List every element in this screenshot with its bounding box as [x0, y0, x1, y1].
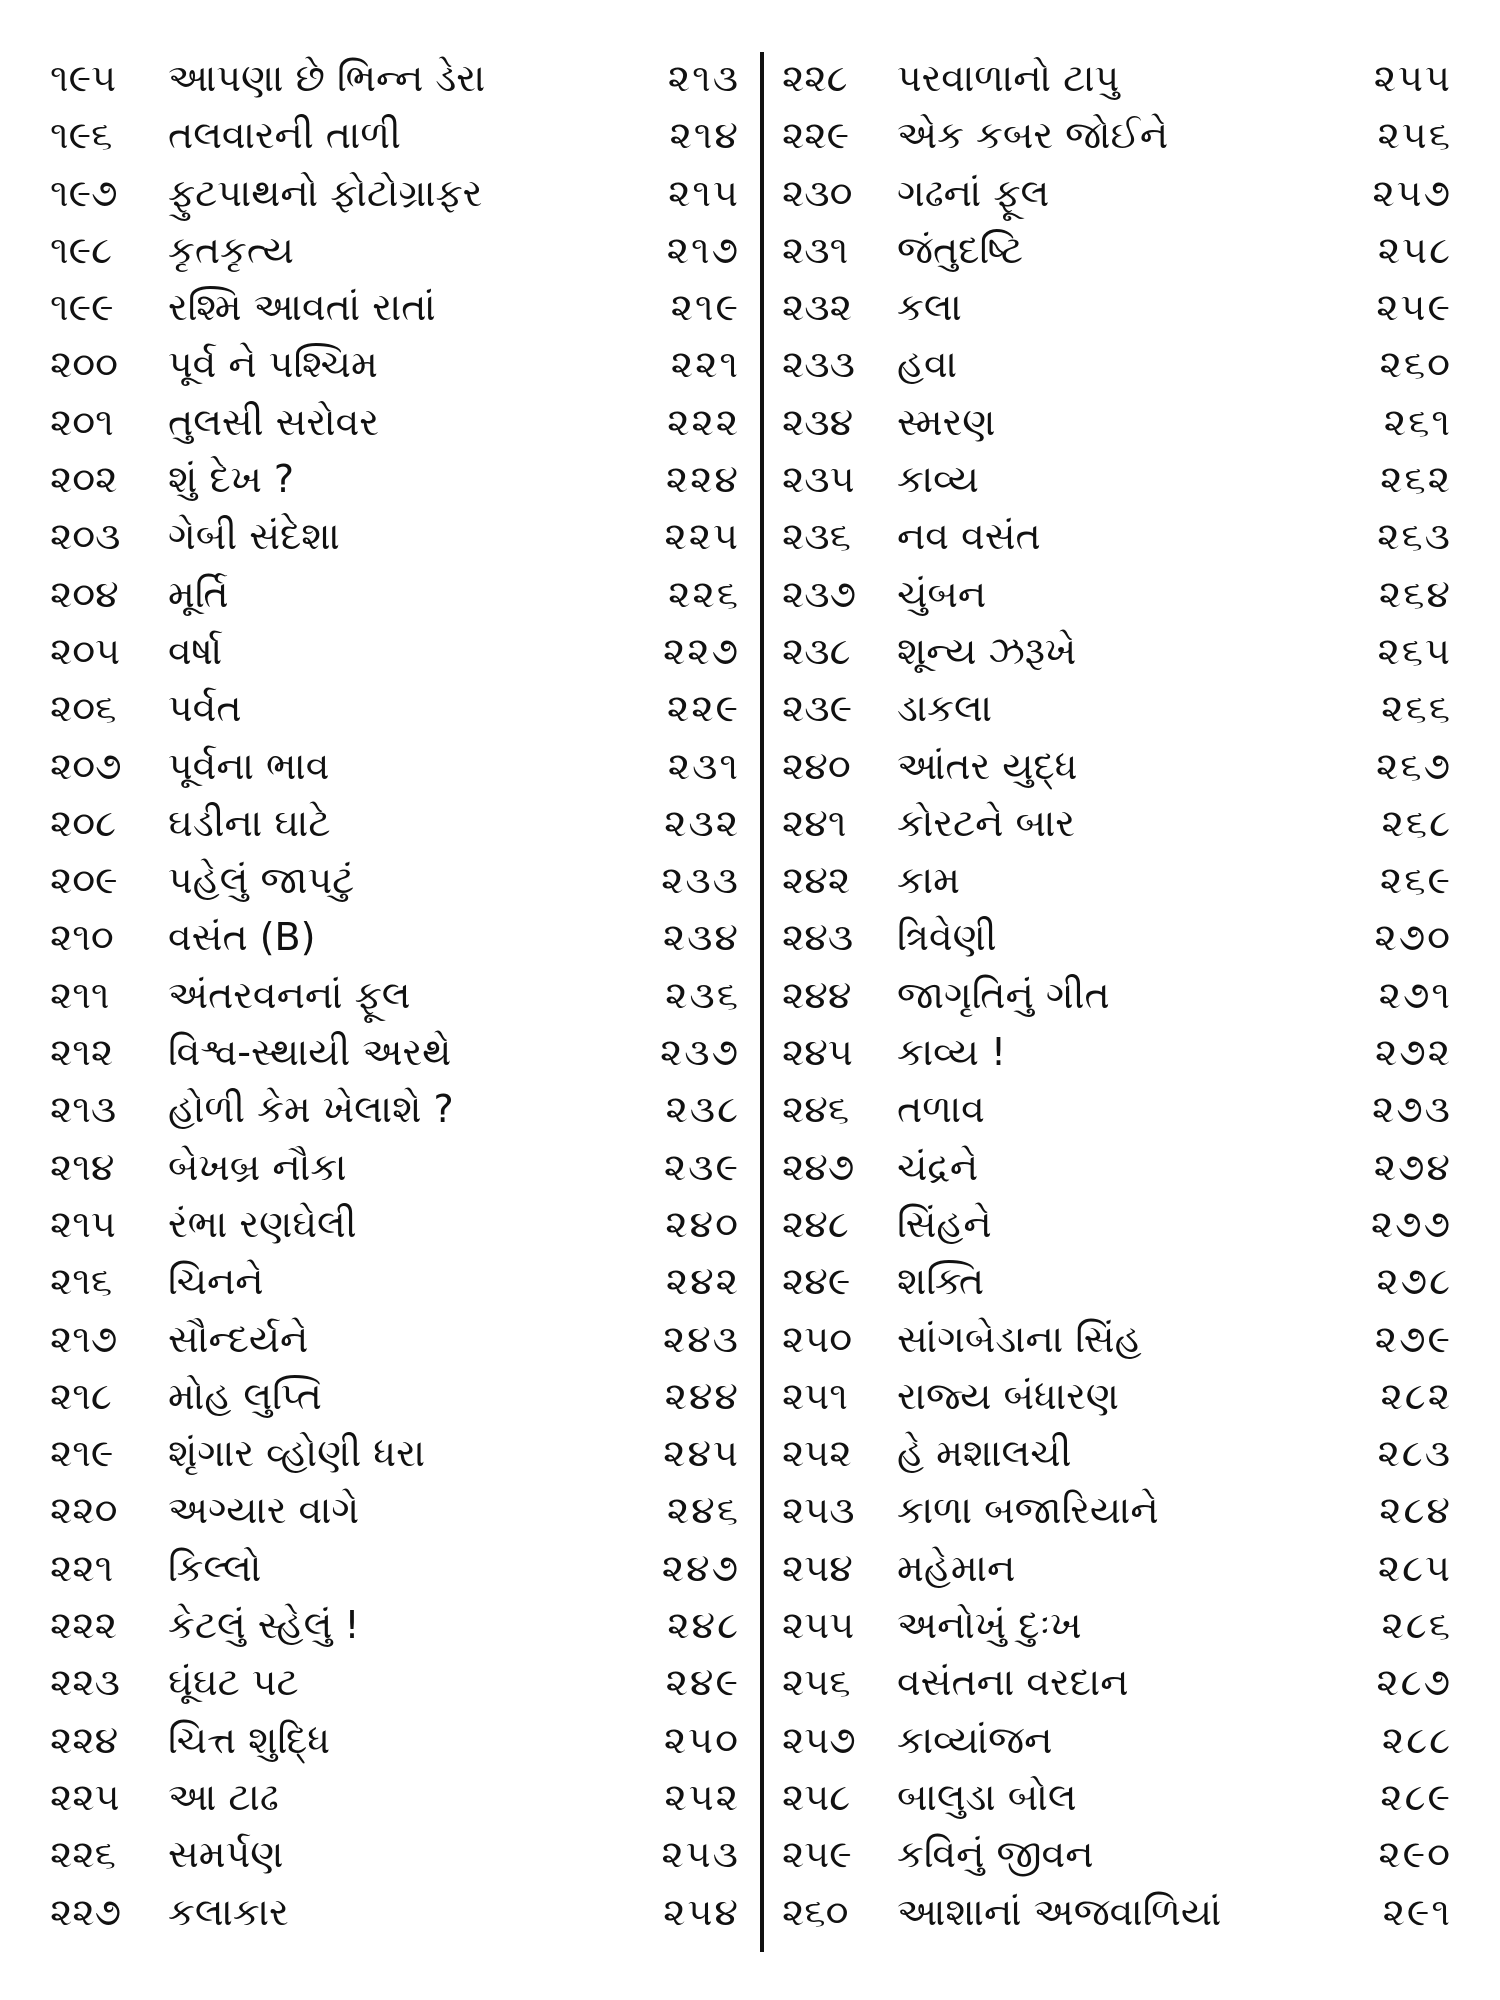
- entry-page-number: ૨૬૧: [1383, 399, 1452, 444]
- toc-entry: [50, 1024, 740, 1081]
- entry-number: ૨૪૬: [782, 1087, 850, 1132]
- toc-entry: [50, 1368, 740, 1425]
- entry-title: બાલુડા બોલ: [897, 1774, 1077, 1819]
- entry-number: ૨૧૬: [50, 1259, 113, 1304]
- entry-title: કાવ્ય !: [897, 1030, 1007, 1075]
- entry-title: અંતરવનનાં ફૂલ: [168, 972, 411, 1017]
- entry-number: ૨૫૦: [782, 1316, 853, 1361]
- entry-title: કલાકાર: [168, 1889, 289, 1934]
- entry-number: ૨૧૩: [50, 1087, 117, 1132]
- entry-page-number: ૨૨૧: [670, 342, 740, 387]
- entry-title: જાગૃતિનું ગીત: [897, 972, 1110, 1017]
- entry-number: ૨૫૭: [782, 1717, 856, 1762]
- toc-entry: [782, 1196, 1452, 1253]
- entry-title: કામ: [897, 858, 960, 903]
- entry-title: સમર્પણ: [168, 1832, 284, 1877]
- entry-page-number: ૨૬૩: [1377, 514, 1452, 559]
- entry-title: પહેલું જાપટું: [168, 858, 355, 903]
- entry-title: તળાવ: [897, 1087, 985, 1132]
- entry-title: આશાનાં અજવાળિયાં: [897, 1889, 1222, 1934]
- entry-number: ૧૯૭: [50, 170, 118, 215]
- entry-title: કેટલું સ્હેલું !: [168, 1603, 360, 1648]
- entry-page-number: ૨૨૪: [665, 457, 740, 502]
- entry-title: ફુટપાથનો ફોટોગ્રાફર: [168, 170, 483, 215]
- entry-title: પૂર્વ ને પશ્ચિમ: [168, 342, 378, 387]
- entry-page-number: ૨૨૭: [662, 628, 740, 673]
- entry-number: ૨૫૪: [782, 1545, 853, 1590]
- entry-page-number: ૨૭૭: [1370, 1201, 1452, 1246]
- entry-number: ૨૦૪: [50, 571, 119, 616]
- entry-number: ૨૦૧: [50, 399, 114, 444]
- entry-page-number: ૨૭૨: [1374, 1030, 1452, 1075]
- toc-entry: [782, 1597, 1452, 1654]
- entry-page-number: ૨૫૫: [1373, 56, 1452, 100]
- entry-number: ૨૩૯: [782, 686, 853, 731]
- toc-entry: [50, 50, 740, 107]
- entry-title: એક કબર જોઈને: [897, 113, 1169, 158]
- toc-entry: [782, 1368, 1452, 1425]
- entry-title: કાળા બજારિયાને: [897, 1488, 1159, 1533]
- entry-number: ૨૩૧: [782, 227, 849, 272]
- entry-title: મૂર્તિ: [168, 571, 229, 616]
- entry-number: ૨૪૭: [782, 1144, 855, 1189]
- toc-entry: [50, 1769, 740, 1826]
- entry-number: ૨૩૦: [782, 170, 853, 215]
- entry-number: ૨૪૯: [782, 1259, 851, 1304]
- entry-title: નવ વસંત: [897, 514, 1041, 559]
- entry-title: રશ્મિ આવતાં રાતાં: [168, 285, 436, 330]
- entry-page-number: ૨૬૬: [1381, 686, 1452, 731]
- toc-entry: [50, 1425, 740, 1482]
- entry-title: કાવ્ય: [897, 457, 979, 502]
- toc-entry: [50, 967, 740, 1024]
- entry-page-number: ૨૭૧: [1378, 972, 1452, 1017]
- toc-entry: [782, 1311, 1452, 1368]
- entry-title: પરવાળાનો ટાપુ: [897, 56, 1120, 100]
- toc-entry: [782, 50, 1452, 107]
- toc-entry: [50, 508, 740, 565]
- entry-page-number: ૨૩૬: [665, 972, 740, 1017]
- entry-number: ૨૨૫: [50, 1774, 120, 1819]
- entry-number: ૨૧૪: [50, 1144, 115, 1189]
- entry-number: ૨૩૪: [782, 399, 854, 444]
- entry-number: ૨૨૮: [782, 56, 848, 100]
- entry-page-number: ૨૪૯: [665, 1660, 740, 1705]
- entry-number: ૨૧૯: [50, 1431, 114, 1476]
- toc-entry: [50, 909, 740, 966]
- entry-title: આ ટાઢ: [168, 1774, 279, 1819]
- toc-entry: [50, 107, 740, 164]
- entry-page-number: ૨૩૪: [662, 915, 740, 960]
- entry-page-number: ૨૩૭: [659, 1030, 740, 1075]
- entry-title: કિલ્લો: [168, 1545, 262, 1590]
- toc-entry: [782, 680, 1452, 737]
- entry-number: ૨૨૪: [50, 1717, 119, 1762]
- toc-entry: [782, 279, 1452, 336]
- entry-page-number: ૨૬૭: [1376, 743, 1452, 788]
- entry-title: તુલસી સરોવર: [168, 399, 379, 444]
- entry-page-number: ૨૩૨: [664, 800, 740, 845]
- entry-title: કાવ્યાંજન: [897, 1717, 1053, 1762]
- entry-number: ૨૨૭: [50, 1889, 122, 1934]
- entry-page-number: ૨૩૧: [667, 743, 740, 788]
- entry-page-number: ૨૧૭: [666, 227, 740, 272]
- toc-entry: [782, 1425, 1452, 1482]
- entry-title: ડાકલા: [897, 686, 993, 731]
- toc-entry: [782, 394, 1452, 451]
- entry-number: ૨૨૯: [782, 113, 850, 158]
- toc-entry: [782, 795, 1452, 852]
- entry-page-number: ૨૮૮: [1381, 1717, 1452, 1762]
- entry-title: તલવારની તાળી: [168, 113, 401, 158]
- entry-page-number: ૨૮૨: [1380, 1373, 1452, 1418]
- entry-number: ૨૬૦: [782, 1889, 849, 1934]
- entry-page-number: ૨૧૫: [668, 170, 740, 215]
- entry-page-number: ૨૫૦: [663, 1717, 740, 1762]
- entry-title: ઘૂંઘટ પટ: [168, 1660, 299, 1705]
- toc-entry: [782, 909, 1452, 966]
- entry-number: ૨૩૮: [782, 628, 851, 673]
- toc-entry: [50, 566, 740, 623]
- toc-left-column: [50, 50, 740, 1941]
- toc-entry: [50, 451, 740, 508]
- entry-title: આપણા છે ભિન્ન ડેરા: [168, 56, 486, 100]
- entry-title: અનોખું દુઃખ: [897, 1603, 1082, 1648]
- toc-entry: [50, 680, 740, 737]
- entry-page-number: ૨૨૯: [666, 686, 740, 731]
- entry-page-number: ૨૬૨: [1380, 457, 1452, 502]
- toc-entry: [50, 795, 740, 852]
- entry-title: કવિનું જીવન: [897, 1832, 1094, 1877]
- entry-title: શક્તિ: [897, 1259, 985, 1304]
- entry-title: હે મશાલચી: [897, 1431, 1072, 1476]
- toc-entry: [782, 1884, 1452, 1941]
- entry-title: ઘડીના ઘાટે: [168, 800, 331, 845]
- toc-entry: [50, 279, 740, 336]
- entry-page-number: ૨૪૭: [661, 1545, 740, 1590]
- toc-entry: [782, 508, 1452, 565]
- entry-page-number: ૨૮૪: [1379, 1488, 1452, 1533]
- toc-entry: [782, 738, 1452, 795]
- entry-title: અગ્યાર વાગે: [168, 1488, 360, 1533]
- entry-number: ૨૨૦: [50, 1488, 118, 1533]
- entry-title: શું દેખ ?: [168, 457, 295, 502]
- toc-entry: [50, 1597, 740, 1654]
- entry-page-number: ૨૧૪: [669, 113, 740, 158]
- toc-entry: [782, 566, 1452, 623]
- entry-page-number: ૨૧૩: [667, 56, 740, 100]
- toc-entry: [50, 852, 740, 909]
- toc-entry: [782, 1253, 1452, 1310]
- entry-number: ૨૪૨: [782, 858, 851, 903]
- entry-page-number: ૨૬૦: [1379, 342, 1452, 387]
- entry-title: વસંતના વરદાન: [897, 1660, 1129, 1705]
- entry-number: ૨૫૧: [782, 1373, 848, 1418]
- entry-number: ૧૯૬: [50, 113, 113, 158]
- toc-entry: [50, 1139, 740, 1196]
- toc-entry: [782, 1769, 1452, 1826]
- entry-page-number: ૨૭૮: [1376, 1259, 1452, 1304]
- entry-title: રાજ્ય બંધારણ: [897, 1373, 1119, 1418]
- entry-page-number: ૨૬૯: [1379, 858, 1452, 903]
- entry-page-number: ૨૪૮: [667, 1603, 740, 1648]
- toc-entry: [782, 1024, 1452, 1081]
- toc-entry: [50, 1482, 740, 1539]
- entry-page-number: ૨૩૩: [661, 858, 740, 903]
- toc-entry: [50, 1081, 740, 1138]
- entry-title: ચિત્ત શુદ્ધિ: [168, 1717, 331, 1762]
- toc-entry: [50, 1884, 740, 1941]
- entry-title: વિશ્વ-સ્થાયી અરથે: [168, 1030, 452, 1075]
- entry-number: ૨૪૧: [782, 800, 847, 845]
- entry-number: ૨૩૭: [782, 571, 857, 616]
- entry-number: ૨૦૨: [50, 457, 118, 502]
- entry-title: સિંહને: [897, 1201, 992, 1246]
- entry-number: ૨૨૬: [50, 1832, 116, 1877]
- entry-page-number: ૨૮૩: [1377, 1431, 1452, 1476]
- toc-entry: [782, 1654, 1452, 1711]
- entry-number: ૨૫૨: [782, 1431, 852, 1476]
- entry-number: ૨૪૦: [782, 743, 851, 788]
- entry-title: ગેબી સંદેશા: [168, 514, 340, 559]
- entry-number: ૧૯૫: [50, 56, 117, 100]
- entry-page-number: ૨૮૬: [1381, 1603, 1452, 1648]
- entry-page-number: ૨૭૯: [1374, 1316, 1452, 1361]
- entry-number: ૨૧૧: [50, 972, 110, 1017]
- entry-page-number: ૨૨૨: [667, 399, 740, 444]
- entry-page-number: ૨૫૭: [1372, 170, 1452, 215]
- entry-page-number: ૨૮૭: [1376, 1660, 1452, 1705]
- toc-entry: [50, 623, 740, 680]
- entry-title: કૃતકૃત્ય: [168, 227, 294, 272]
- entry-number: ૨૦૫: [50, 628, 121, 673]
- entry-number: ૨૪૩: [782, 915, 854, 960]
- entry-page-number: ૨૭૪: [1373, 1144, 1452, 1189]
- toc-entry: [782, 623, 1452, 680]
- entry-number: ૨૩૩: [782, 342, 855, 387]
- entry-page-number: ૨૮૫: [1377, 1545, 1452, 1590]
- entry-page-number: ૨૭૩: [1371, 1087, 1452, 1132]
- toc-entry: [782, 1081, 1452, 1138]
- entry-title: શૂન્ય ઝરૂખે: [897, 628, 1077, 673]
- entry-number: ૨૧૫: [50, 1201, 116, 1246]
- entry-page-number: ૨૪૦: [665, 1201, 740, 1246]
- toc-entry: [782, 165, 1452, 222]
- entry-page-number: ૨૫૯: [1376, 285, 1452, 330]
- entry-number: ૧૯૯: [50, 285, 114, 330]
- toc-entry: [50, 1540, 740, 1597]
- entry-number: ૨૪૫: [782, 1030, 853, 1075]
- entry-title: મહેમાન: [897, 1545, 1016, 1590]
- entry-page-number: ૨૫૪: [663, 1889, 740, 1934]
- entry-title: જંતુદષ્ટિ: [897, 227, 1024, 272]
- entry-number: ૨૪૮: [782, 1201, 849, 1246]
- entry-number: ૨૨૨: [50, 1603, 117, 1648]
- entry-title: હવા: [897, 342, 958, 387]
- column-divider: [760, 52, 764, 1952]
- toc-entry: [50, 1654, 740, 1711]
- entry-page-number: ૨૯૧: [1382, 1889, 1452, 1934]
- entry-title: પૂર્વના ભાવ: [168, 743, 330, 788]
- toc-entry: [782, 336, 1452, 393]
- toc-entry: [50, 1826, 740, 1883]
- entry-number: ૧૯૮: [50, 227, 113, 272]
- entry-number: ૨૪૪: [782, 972, 852, 1017]
- entry-number: ૨૫૩: [782, 1488, 855, 1533]
- entry-number: ૨૦૭: [50, 743, 122, 788]
- entry-page-number: ૨૪૩: [662, 1316, 740, 1361]
- entry-number: ૨૩૫: [782, 457, 855, 502]
- toc-entry: [782, 1139, 1452, 1196]
- entry-page-number: ૨૬૮: [1381, 800, 1452, 845]
- entry-number: ૨૫૯: [782, 1832, 852, 1877]
- entry-page-number: ૨૫૨: [664, 1774, 740, 1819]
- toc-entry: [50, 165, 740, 222]
- entry-title: ત્રિવેણી: [897, 915, 997, 960]
- entry-number: ૨૦૯: [50, 858, 118, 903]
- entry-title: બેખબ્ર નૌકા: [168, 1144, 347, 1189]
- entry-page-number: ૨૭૦: [1374, 915, 1452, 960]
- entry-number: ૨૨૩: [50, 1660, 120, 1705]
- entry-number: ૨૦૮: [50, 800, 117, 845]
- toc-entry: [782, 451, 1452, 508]
- entry-page-number: ૨૧૯: [670, 285, 740, 330]
- entry-title: આંતર યુદ્ધ: [897, 743, 1078, 788]
- entry-page-number: ૨૨૬: [668, 571, 740, 616]
- entry-page-number: ૨૫૬: [1377, 113, 1452, 158]
- entry-title: શૃંગાર વ્હોણી ધરા: [168, 1431, 426, 1476]
- entry-page-number: ૨૩૯: [663, 1144, 740, 1189]
- entry-number: ૨૦૬: [50, 686, 117, 731]
- entry-page-number: ૨૪૬: [666, 1488, 740, 1533]
- entry-title: વર્ષા: [168, 628, 223, 673]
- entry-number: ૨૧૦: [50, 915, 114, 960]
- toc-entry: [50, 222, 740, 279]
- entry-title: મોહ લુપ્તિ: [168, 1373, 322, 1418]
- entry-page-number: ૨૬૪: [1378, 571, 1452, 616]
- toc-entry: [50, 1196, 740, 1253]
- toc-entry: [50, 1253, 740, 1310]
- toc-entry: [782, 852, 1452, 909]
- toc-entry: [782, 967, 1452, 1024]
- entry-title: વસંત (B): [168, 915, 316, 960]
- toc-entry: [782, 222, 1452, 279]
- toc-entry: [50, 336, 740, 393]
- toc-entry: [782, 1482, 1452, 1539]
- toc-entry: [50, 738, 740, 795]
- toc-entry: [782, 1826, 1452, 1883]
- entry-page-number: ૨૪૫: [663, 1431, 740, 1476]
- entry-page-number: ૨૬૫: [1377, 628, 1452, 673]
- toc-entry: [782, 107, 1452, 164]
- entry-number: ૨૩૬: [782, 514, 851, 559]
- entry-page-number: ૨૫૮: [1377, 227, 1452, 272]
- entry-title: સ્મરણ: [897, 399, 996, 444]
- entry-title: સૌન્દર્યને: [168, 1316, 309, 1361]
- entry-number: ૨૦૩: [50, 514, 121, 559]
- toc-entry: [782, 1712, 1452, 1769]
- entry-title: ચંદ્રને: [897, 1144, 979, 1189]
- entry-page-number: ૨૨૫: [664, 514, 740, 559]
- entry-page-number: ૨૮૯: [1380, 1774, 1452, 1819]
- entry-number: ૨૦૦: [50, 342, 119, 387]
- entry-number: ૨૫૬: [782, 1660, 851, 1705]
- toc-entry: [50, 1712, 740, 1769]
- entry-page-number: ૨૯૦: [1378, 1832, 1452, 1877]
- entry-title: ગઢનાં ફૂલ: [897, 170, 1050, 215]
- entry-page-number: ૨૪૪: [664, 1373, 740, 1418]
- toc-right-column: [782, 50, 1452, 1941]
- entry-title: રંભા રણઘેલી: [168, 1201, 357, 1246]
- entry-number: ૨૧૭: [50, 1316, 118, 1361]
- entry-number: ૨૫૫: [782, 1603, 855, 1648]
- entry-title: હોળી કેમ ખેલાશે ?: [168, 1087, 454, 1132]
- toc-entry: [50, 394, 740, 451]
- toc-entry: [782, 1540, 1452, 1597]
- entry-title: કલા: [897, 285, 962, 330]
- entry-number: ૨૧૨: [50, 1030, 114, 1075]
- entry-page-number: ૨૩૮: [665, 1087, 740, 1132]
- entry-title: સાંગબેડાના સિંહ: [897, 1316, 1142, 1361]
- entry-title: ચિનને: [168, 1259, 264, 1304]
- entry-title: પર્વત: [168, 686, 242, 731]
- entry-number: ૨૩૨: [782, 285, 852, 330]
- entry-title: કોરટને બાર: [897, 800, 1075, 845]
- toc-entry: [50, 1311, 740, 1368]
- entry-page-number: ૨૪૨: [665, 1259, 740, 1304]
- entry-number: ૨૧૮: [50, 1373, 112, 1418]
- entry-number: ૨૫૮: [782, 1774, 851, 1819]
- entry-number: ૨૨૧: [50, 1545, 114, 1590]
- entry-title: ચુંબન: [897, 571, 987, 616]
- entry-page-number: ૨૫૩: [661, 1832, 740, 1877]
